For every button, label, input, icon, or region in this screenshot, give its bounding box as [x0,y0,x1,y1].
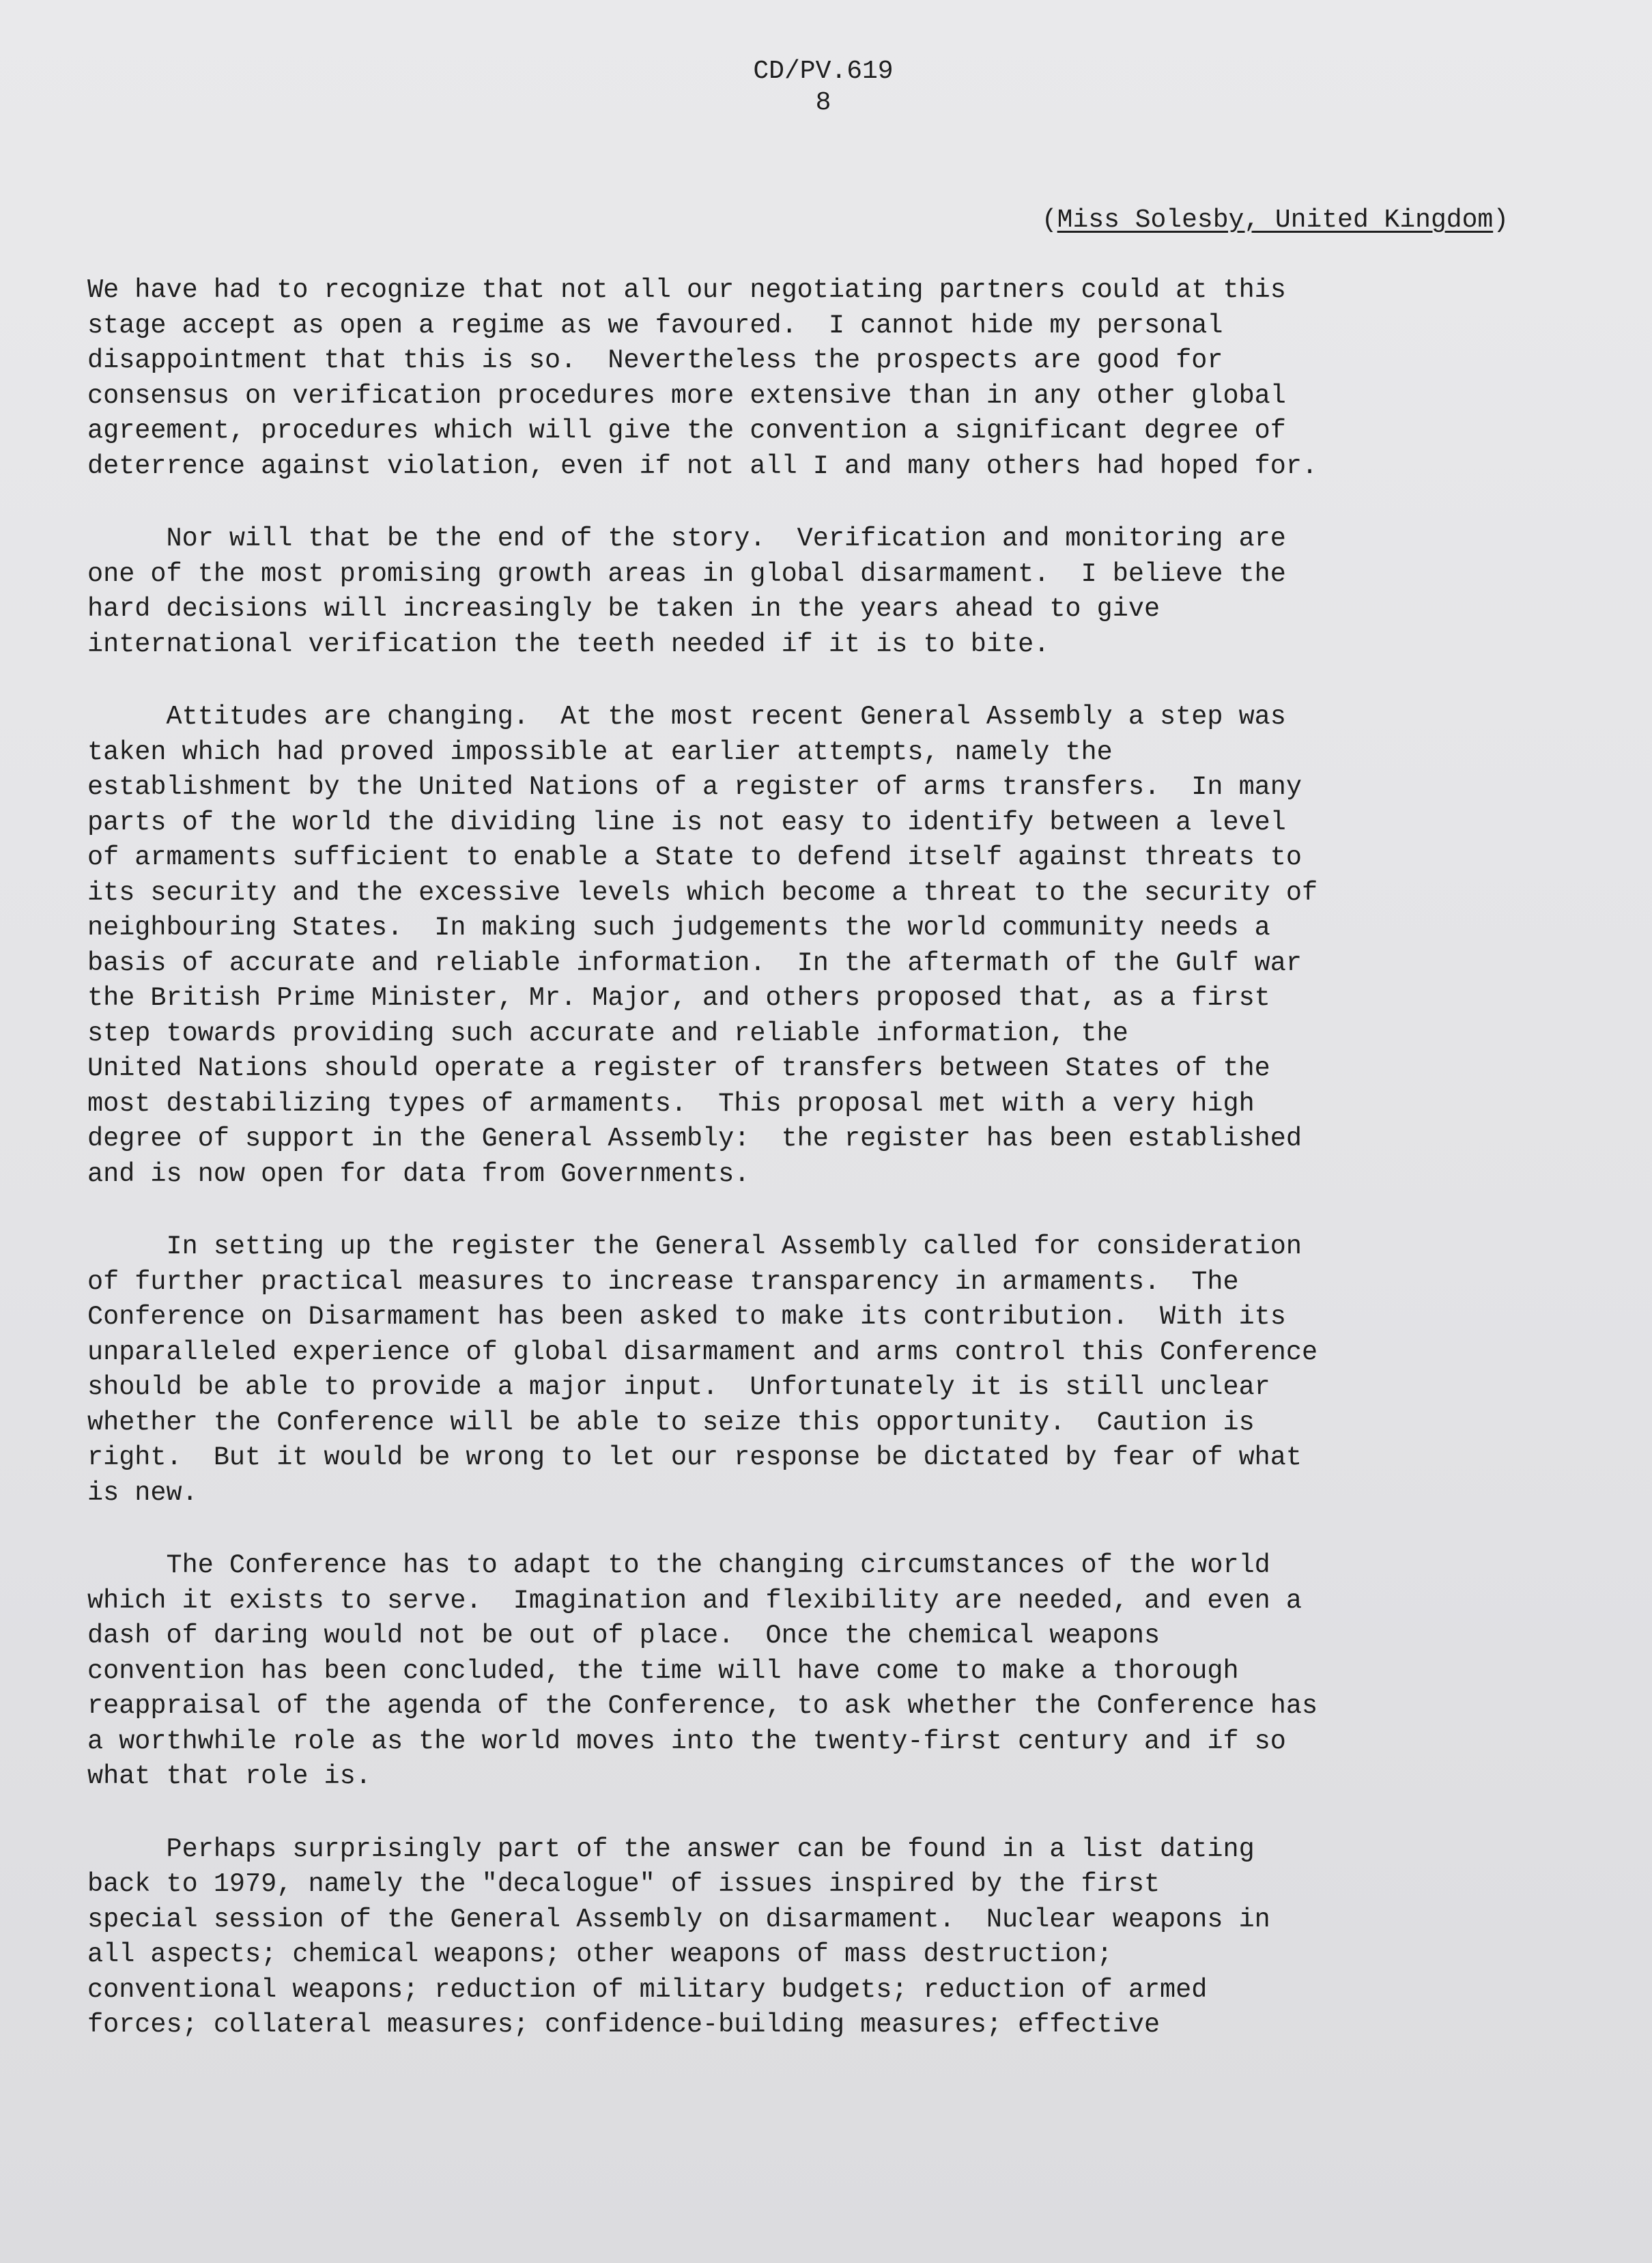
speaker-attribution [1042,205,1509,236]
document-symbol: CD/PV.619 [753,57,894,86]
paragraph-end-of-story: Nor will that be the end of the story. Verification and monitoring are one of the most promising growth areas in global disarmament. I believe the hard decisions will increasingly be taken in the years ahead to give international verification the teeth needed if it is to bite. [87,524,1286,659]
paragraph-register-setup: In setting up the register the General Assembly called for consideration of further practical measures to increase transparency in armaments. The Conference on Disarmament has been asked to make its contribution. With its unparalleled experience of global disarmament and arms control this Conference should be able to provide a major input. Unfortunately it is still unclear whether the Conference will be able to seize this opportunity. Caution is right. But it would be wrong to let our response be dictated by fear of what is new. [87,1232,1318,1508]
statement-body [87,273,1507,2081]
page-header [0,56,1652,119]
speaker-name: Miss Solesby, United Kingdom [1057,205,1494,235]
paragraph-conference-adapt: The Conference has to adapt to the changing circumstances of the world which it exists to serve. Imagination and flexibility are needed, and even a dash of daring would not be out of place. Once the chemical weapons convention has been concluded, the time will have come to make a thorough reappraisal of the agenda of the Conference, to ask whether the Conference has a worthwhile role as the world moves into the twenty-first century and if so what that role is. [87,1550,1318,1791]
paragraph-verification-regime: We have had to recognize that not all our negotiating partners could at this stage accept as open a regime as we favoured. I cannot hide my personal disappointment that this is so. Nevertheless the prospects are good for consensus on verification procedures more extensive than in any other global agreement, procedures which will give the convention a significant degree of deterrence against violation, even if not all I and many others had hoped for. [87,275,1318,481]
speaker-open-paren: ( [1041,205,1057,235]
paragraph-attitudes-changing: Attitudes are changing. At the most recent General Assembly a step was taken which had proved impossible at earlier attempts, namely the establishment by the United Nations of a register of arms transfers. In many parts of the world the dividing line is not easy to identify between a level of armaments sufficient to enable a State to defend itself against threats to its security and the excessive levels which become a threat to the security of neighbouring States. In making such judgements the world community needs a basis of accurate and reliable information. In the aftermath of the Gulf war the British Prime Minister, Mr. Major, and others proposed that, as a first step towards providing such accurate and reliable information, the United Nations should operate a register of transfers between States of the most destabilizing types of armaments. This proposal met with a very high degree of support in the General Assembly: the register has been established and is now open for data from Governments. [87,702,1318,1189]
speaker-close-paren: ) [1493,205,1509,235]
page-number: 8 [815,88,831,117]
paragraph-decalogue: Perhaps surprisingly part of the answer can be found in a list dating back to 1979, namely the "decalogue" of issues inspired by the first special session of the General Assembly on disarmament. Nuclear weapons in all aspects; chemical weapons; other weapons of mass destruction; conventional weapons; reduction of military budgets; reduction of armed forces; collateral measures; confidence-building measures; effective [87,1834,1270,2040]
